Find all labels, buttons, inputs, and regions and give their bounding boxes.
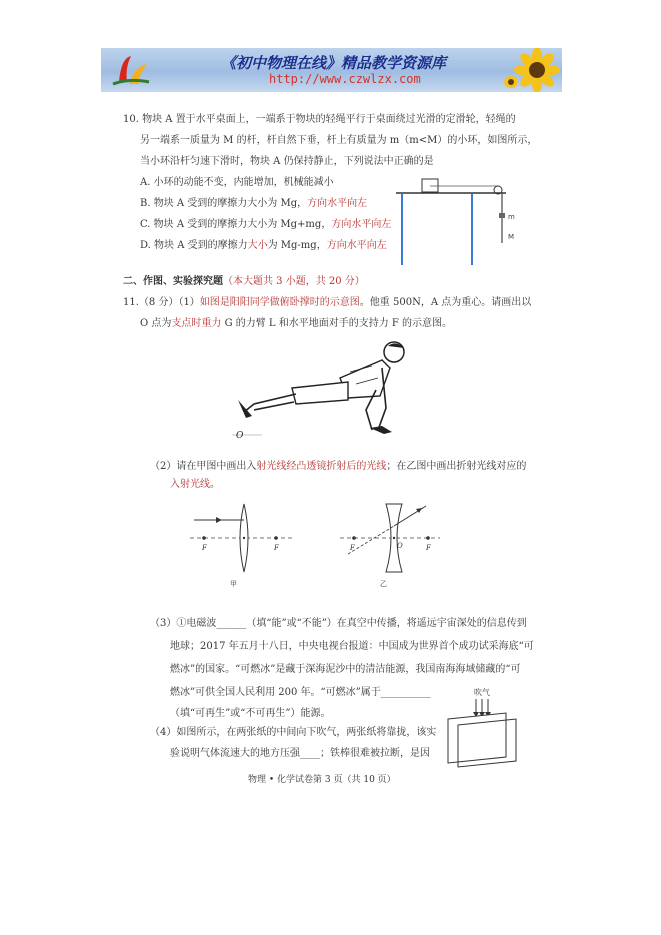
q11-part2-line1: （2）请在甲图中画出入射光线经凸透镜折射后的光线；在乙图中画出折射光线对应的 [150, 461, 527, 472]
focus-label-right: F [274, 544, 279, 552]
q11-part4-line1: （4）如图所示，在两张纸的中间向下吹气，两张纸将靠拢，该实 [150, 727, 437, 738]
optical-center-label: O [397, 542, 403, 550]
banner-title: 《初中物理在线》精品教学资源库 [221, 54, 447, 72]
banner-url[interactable]: http://www.czwlzx.com [269, 72, 421, 86]
q10-option-d: D. 物块 A 受到的摩擦力大小为 Mg-mg，方向水平向左 [140, 240, 387, 251]
focus-label-left: F [202, 544, 207, 552]
q11-part1-line2: O 点为支点时重力 G 的力臂 L 和水平地面对手的支持力 F 的示意图。 [140, 318, 453, 329]
q11-part1-line1: 11.（8 分）（1）如图是阳阳同学做俯卧撑时的示意图。他重 500N，A 点为重心。请画出以 [123, 297, 532, 308]
q10-stem-line2: 另一端系一质量为 M 的杆，杆自然下垂，杆上有质量为 m（m<M）的小环，如图所示， [140, 135, 538, 146]
concave-lens-diagram [340, 504, 440, 588]
pivot-label: O [236, 431, 244, 441]
q11-part3-line2: 地球；2017 年五月十八日，中央电视台报道：中国成为世界首个成功试采海底“可 [170, 641, 534, 652]
pulley-figure [388, 173, 528, 268]
lens-figures [190, 500, 440, 590]
q11-part4-line2: 验说明气体流速大的地方压强____；铁棒很难被拉断，是因 [170, 748, 430, 759]
site-logo-icon [109, 52, 155, 88]
q11-part3-line4: 燃冰”可供全国人民利用 200 年。“可燃冰”属于__________ [170, 687, 431, 698]
header-banner [101, 48, 562, 92]
q10-stem-line1: 10. 物块 A 置于水平桌面上，一端系于物块的轻绳平行于桌面绕过光滑的定滑轮，轻绳的 [123, 114, 516, 125]
q10-option-b: B. 物块 A 受到的摩擦力大小为 Mg，方向水平向左 [140, 198, 368, 209]
ring-label: m [508, 213, 515, 221]
q11-part3-line1: （3）①电磁波______（填“能”或“不能”）在真空中传播，将遥远宇宙深处的信息传到 [150, 618, 527, 629]
q10-option-a: A. 小环的动能不变，内能增加，机械能减小 [140, 177, 334, 188]
q10-stem-line3: 当小环沿杆匀速下滑时，物块 A 仍保持静止，下列说法中正确的是 [140, 156, 434, 167]
convex-lens-diagram [190, 504, 295, 588]
q11-part3-line5: （填“可再生”或“不可再生”）能源。 [170, 708, 331, 719]
q10-option-c: C. 物块 A 受到的摩擦力大小为 Mg+mg，方向水平向左 [140, 219, 392, 230]
figure-yi-label: 乙 [380, 580, 387, 588]
q11-part2-line2: 入射光线。 [170, 479, 220, 490]
focus-label-right-2: F [426, 544, 431, 552]
figure-jia-label: 甲 [230, 580, 237, 588]
sunflower-icon [503, 48, 562, 92]
page-footer: 物理 • 化学试卷第 3 页（共 10 页） [248, 775, 396, 785]
focus-label-left-2: F [350, 544, 355, 552]
rod-label: M [508, 233, 515, 241]
q11-part3-line3: 燃冰”的国家。“可燃冰”是藏于深海泥沙中的清洁能源，我国南海海域储藏的“可 [170, 664, 521, 675]
blow-label: 吹气 [474, 688, 490, 697]
pushup-figure [232, 338, 422, 443]
section-2-title: 二、作图、实验探究题（本大题共 3 小题，共 20 分） [123, 276, 365, 287]
blow-paper-figure [440, 685, 520, 770]
